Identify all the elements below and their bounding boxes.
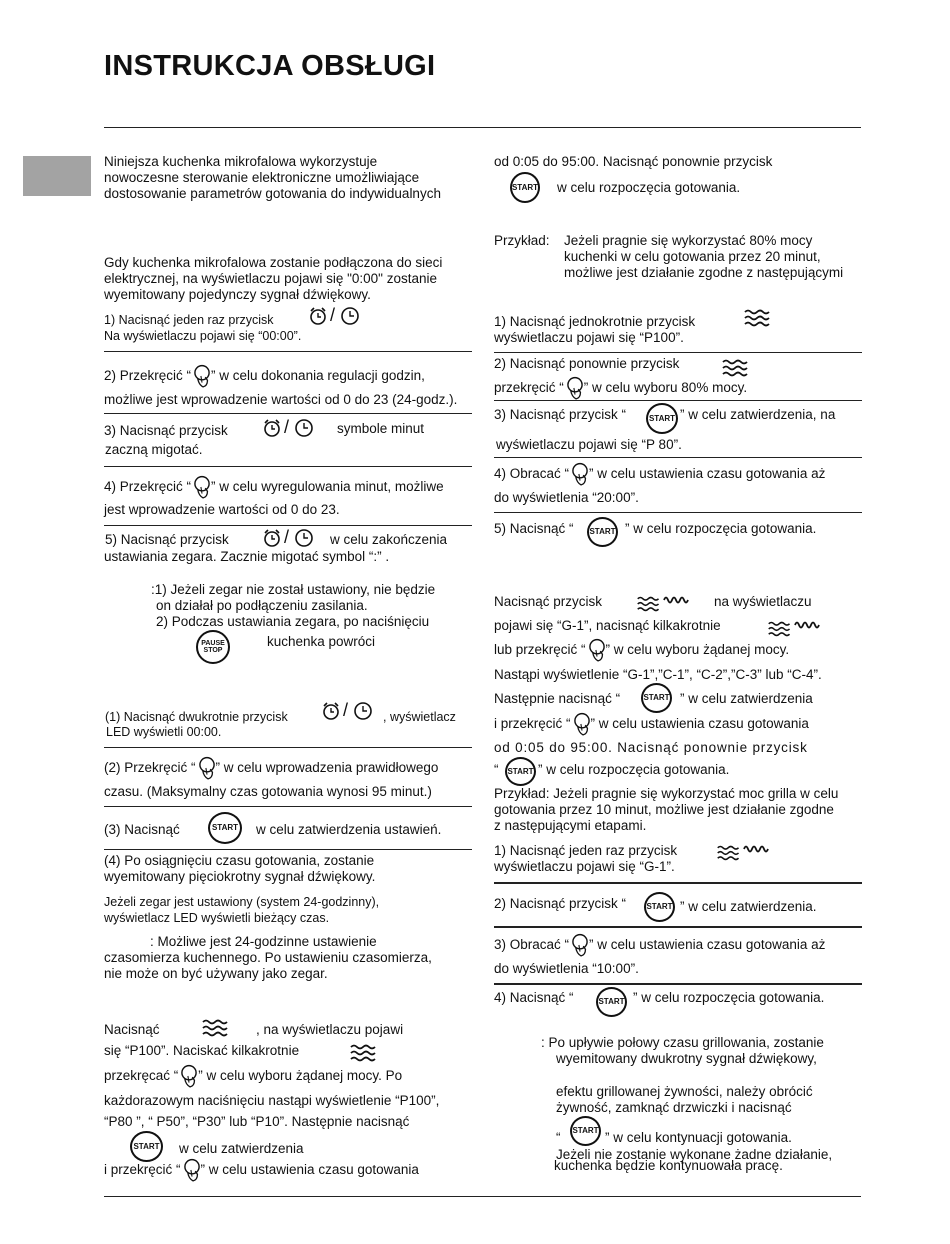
start-icon: START xyxy=(130,1131,163,1162)
clock-alarm-icon xyxy=(308,306,328,326)
timer-clock-note-1: Jeżeli zegar jest ustawiony (system 24-godzinny), xyxy=(104,895,380,909)
grill-note-7: kuchenka będzie kontynuowała pracę. xyxy=(554,1158,783,1173)
grill-step-2: 2) Nacisnąć przycisk “ xyxy=(494,896,627,911)
grill-note-2: wyemitowany dwukrotny sygnał dźwiękowy, xyxy=(556,1051,817,1066)
grill-line-3: lub przekręcić “ ” w celu wyboru żądanej mocy. xyxy=(494,642,789,662)
clock-step-4: 4) Przekręcić “ ” w celu wyregulowania minut, możliwe xyxy=(104,479,444,499)
divider xyxy=(104,525,472,526)
ex-step-4b: do wyświetlenia “20:00”. xyxy=(494,490,639,505)
divider xyxy=(494,983,862,985)
clock-step-4-range: jest wprowadzenie wartości od 0 do 23. xyxy=(104,502,340,517)
divider xyxy=(494,512,862,513)
example-line-1: Jeżeli pragnie się wykorzystać 80% mocy xyxy=(564,233,813,248)
grill-line-6: i przekręcić “ ” w celu ustawienia czasu gotowania xyxy=(494,716,809,736)
knob-icon xyxy=(571,712,593,736)
micro-line-2: się “P100”. Naciskać kilkakrotnie xyxy=(104,1043,300,1058)
note-line-2: on działał po podłączeniu zasilania. xyxy=(156,598,368,613)
grill-icon xyxy=(743,841,769,853)
knob-icon xyxy=(569,462,591,486)
grill-line-8a: “ xyxy=(494,762,499,777)
power-on-line-2: elektrycznej, na wyświetlaczu pojawi się "0:00" zostanie xyxy=(104,271,437,286)
microwave-icon xyxy=(636,596,662,612)
knob-icon xyxy=(564,376,586,400)
divider xyxy=(104,849,472,850)
clock-alarm-icon xyxy=(321,701,341,721)
grill-note-5a: “ xyxy=(556,1130,561,1145)
intro-line-2: nowoczesne sterowanie elektroniczne umożliwiające xyxy=(104,170,420,185)
divider xyxy=(494,400,862,401)
power-on-line-1: Gdy kuchenka mikrofalowa zostanie podłączona do sieci xyxy=(104,255,443,270)
grill-note-6: Jeżeli nie zostanie wykonane żadne działanie, xyxy=(556,1147,833,1162)
note-line-4: kuchenka powróci xyxy=(267,634,376,649)
ex-step-1b: wyświetlaczu pojawi się “P100”. xyxy=(494,330,684,345)
micro-line-1a: Nacisnąć xyxy=(104,1022,160,1037)
grill-example-2: gotowania przez 10 minut, możliwe jest działanie zgodne xyxy=(494,802,834,817)
grill-example-1: Przykład: Jeżeli pragnie się wykorzystać moc grilla w celu xyxy=(494,786,839,801)
clock-icon xyxy=(294,528,314,548)
knob-icon xyxy=(181,1158,203,1182)
start-icon: START xyxy=(641,683,672,713)
timer-note-3: nie może on być używany jako zegar. xyxy=(104,966,328,981)
ex-step-3c: wyświetlaczu pojawi się “P 80”. xyxy=(496,437,682,452)
clock-step-3: 3) Nacisnąć przycisk xyxy=(104,423,228,438)
divider xyxy=(494,926,862,928)
grill-step-3: 3) Obracać “ ” w celu ustawienia czasu gotowania aż xyxy=(494,937,825,957)
start-icon: START xyxy=(505,757,536,786)
divider xyxy=(494,457,862,458)
microwave-icon xyxy=(201,1019,231,1037)
grill-note-4: żywność, zamknąć drzwiczki i nacisnąć xyxy=(556,1100,792,1115)
ex-step-4: 4) Obracać “ ” w celu ustawienia czasu gotowania aż xyxy=(494,466,825,486)
grill-step-2b: ” w celu zatwierdzenia. xyxy=(680,899,817,914)
micro-line-4: każdorazowym naciśnięciu nastąpi wyświetlenie “P100”, xyxy=(104,1093,440,1108)
grill-step-3b: do wyświetlenia “10:00”. xyxy=(494,961,639,976)
divider xyxy=(494,882,862,884)
divider xyxy=(104,413,472,414)
timer-step-1-display: LED wyświetli 00:00. xyxy=(106,725,222,739)
ex-step-3: 3) Nacisnąć przycisk “ xyxy=(494,407,627,422)
micro-line-5: “P80 ”, “ P50”, “P30” lub “P10”. Następnie nacisnąć xyxy=(104,1114,410,1129)
page-title: INSTRUKCJA OBSŁUGI xyxy=(104,50,436,82)
timer-step-2-max: czasu. (Maksymalny czas gotowania wynosi 95 minut.) xyxy=(104,784,432,799)
intro-line-1: Niniejsza kuchenka mikrofalowa wykorzystuje xyxy=(104,154,378,169)
grill-line-1b: na wyświetlaczu xyxy=(714,594,812,609)
timer-step-3-suffix: w celu zatwierdzenia ustawień. xyxy=(256,822,442,837)
microwave-icon xyxy=(721,359,751,377)
ex-step-5b: ” w celu rozpoczęcia gotowania. xyxy=(625,521,817,536)
grill-step-4: 4) Nacisnąć “ xyxy=(494,990,574,1005)
knob-icon xyxy=(586,638,608,662)
start-icon: START xyxy=(510,172,540,203)
micro-line-1b: , na wyświetlaczu pojawi xyxy=(256,1022,404,1037)
timer-step-1-suffix: , wyświetlacz xyxy=(383,710,456,724)
clock-step-5: 5) Nacisnąć przycisk xyxy=(105,532,229,547)
microwave-icon xyxy=(716,845,742,861)
clock-alarm-icon xyxy=(262,418,282,438)
start-icon: START xyxy=(646,403,678,434)
divider xyxy=(494,352,862,353)
example-label: Przykład: xyxy=(494,233,550,248)
timer-step-2: (2) Przekręcić “ ” w celu wprowadzenia prawidłowego xyxy=(104,760,438,780)
ex-step-2: 2) Nacisnąć ponownie przycisk xyxy=(494,356,680,371)
clock-step-2: 2) Przekręcić “ ” w celu dokonania regulacji godzin, xyxy=(104,368,425,388)
grill-step-1b: wyświetlaczu pojawi się “G-1”. xyxy=(494,859,675,874)
divider xyxy=(104,351,472,352)
start-icon: START xyxy=(587,517,618,547)
ex-step-5: 5) Nacisnąć “ xyxy=(494,521,574,536)
microwave-icon xyxy=(767,621,793,637)
intro-line-3: dostosowanie parametrów gotowania do indywidualnych xyxy=(104,186,441,201)
micro-cont-2: w celu rozpoczęcia gotowania. xyxy=(557,180,741,195)
power-on-line-3: wyemitowany pojedynczy sygnał dźwiękowy. xyxy=(104,287,371,302)
divider xyxy=(104,747,472,748)
start-icon: START xyxy=(644,892,675,922)
slash-separator: / xyxy=(343,700,349,720)
grill-line-5b: ” w celu zatwierdzenia xyxy=(680,691,813,706)
knob-icon xyxy=(191,364,213,388)
note-line-3: 2) Podczas ustawiania zegara, po naciśnięciu xyxy=(156,614,430,629)
clock-step-3-blink: zaczną migotać. xyxy=(105,442,203,457)
grill-line-2: pojawi się “G-1”, nacisnąć kilkakrotnie xyxy=(494,618,721,633)
microwave-icon xyxy=(743,309,773,327)
timer-step-3: (3) Nacisnąć xyxy=(104,822,180,837)
micro-line-6: w celu zatwierdzenia xyxy=(179,1141,304,1156)
section-tab xyxy=(23,156,91,196)
header-divider xyxy=(104,127,861,128)
grill-line-5: Następnie nacisnąć “ xyxy=(494,691,621,706)
grill-note-5b: ” w celu kontynuacji gotowania. xyxy=(605,1130,792,1145)
clock-step-5-suffix: w celu zakończenia xyxy=(330,532,448,547)
slash-separator: / xyxy=(284,417,290,437)
start-icon: START xyxy=(208,812,242,844)
grill-line-4: Nastąpi wyświetlenie “G-1”,”C-1”, “C-2”,”C-3” lub “C-4”. xyxy=(494,667,822,682)
pause-stop-icon: PAUSE STOP xyxy=(196,630,230,664)
grill-line-8b: ” w celu rozpoczęcia gotowania. xyxy=(538,762,730,777)
grill-step-4b: ” w celu rozpoczęcia gotowania. xyxy=(633,990,825,1005)
micro-cont-1: od 0:05 do 95:00. Nacisnąć ponownie przycisk xyxy=(494,154,773,169)
ex-step-3b: ” w celu zatwierdzenia, na xyxy=(680,407,836,422)
grill-note-3: efektu grillowanej żywności, należy obrócić xyxy=(556,1084,813,1099)
start-icon: START xyxy=(570,1116,601,1146)
timer-note-2: czasomierza kuchennego. Po ustawieniu czasomierza, xyxy=(104,950,432,965)
timer-step-4: (4) Po osiągnięciu czasu gotowania, zostanie xyxy=(104,853,375,868)
clock-step-1: 1) Nacisnąć jeden raz przycisk xyxy=(104,313,274,327)
grill-note-1: : Po upływie połowy czasu grillowania, zostanie xyxy=(541,1035,824,1050)
note-line-1: :1) Jeżeli zegar nie został ustawiony, nie będzie xyxy=(151,582,436,597)
grill-line-1: Nacisnąć przycisk xyxy=(494,594,603,609)
grill-step-1: 1) Nacisnąć jeden raz przycisk xyxy=(494,843,678,858)
ex-step-2b: przekręcić “ ” w celu wyboru 80% mocy. xyxy=(494,380,747,400)
knob-icon xyxy=(191,475,213,499)
ex-step-1: 1) Nacisnąć jednokrotnie przycisk xyxy=(494,314,696,329)
clock-step-1-display: Na wyświetlaczu pojawi się “00:00”. xyxy=(104,329,302,343)
micro-line-3: przekręcać “ ” w celu wyboru żądanej mocy. Po xyxy=(104,1068,402,1088)
knob-icon xyxy=(196,756,218,780)
grill-line-7: od 0:05 do 95:00. Nacisnąć ponownie przycisk xyxy=(494,740,808,755)
start-icon: START xyxy=(596,987,627,1017)
grill-example-3: z następującymi etapami. xyxy=(494,818,647,833)
example-line-3: możliwe jest działanie zgodne z następującymi xyxy=(564,265,844,280)
clock-step-2-range: możliwe jest wprowadzenie wartości od 0 do 23 (24-godz.). xyxy=(104,392,458,407)
grill-icon xyxy=(794,617,820,629)
clock-alarm-icon xyxy=(262,528,282,548)
example-line-2: kuchenki w celu gotowania przez 20 minut, xyxy=(564,249,821,264)
timer-clock-note-2: wyświetlacz LED wyświetli bieżący czas. xyxy=(104,911,330,925)
knob-icon xyxy=(569,933,591,957)
clock-step-5-blink: ustawiania zegara. Zacznie migotać symbol “:” . xyxy=(104,549,390,564)
clock-icon xyxy=(353,701,373,721)
timer-note-1: : Możliwe jest 24-godzinne ustawienie xyxy=(150,934,377,949)
slash-separator: / xyxy=(284,527,290,547)
slash-separator: / xyxy=(330,305,336,325)
divider xyxy=(104,466,472,467)
grill-icon xyxy=(663,592,689,604)
footer-divider xyxy=(104,1196,861,1197)
clock-step-3-suffix: symbole minut xyxy=(337,421,425,436)
knob-icon xyxy=(178,1064,200,1088)
divider xyxy=(104,806,472,807)
timer-step-4b: wyemitowany pięciokrotny sygnał dźwiękowy. xyxy=(104,869,376,884)
clock-icon xyxy=(340,306,360,326)
micro-line-7: i przekręcić “ ” w celu ustawienia czasu gotowania xyxy=(104,1162,419,1182)
microwave-icon xyxy=(349,1044,379,1062)
timer-step-1: (1) Nacisnąć dwukrotnie przycisk xyxy=(105,710,288,724)
clock-icon xyxy=(294,418,314,438)
